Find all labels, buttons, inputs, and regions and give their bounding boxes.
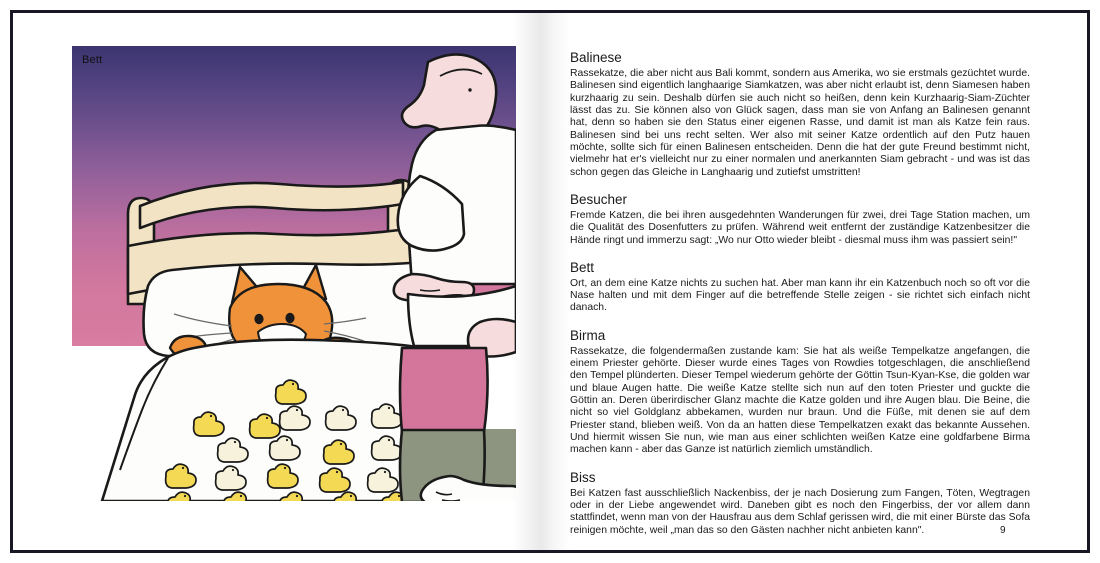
entry-body: Ort, an dem eine Katze nichts zu suchen hat. Aber man kann ihr ein Katzenbuch noch so oft vor die Nase halten und mit dem Finger auf die betreffende Stelle zeigen - sie richtet sich einfach nicht danach. (570, 277, 1030, 314)
glossary-entry-balinese (570, 50, 1030, 179)
entry-heading: Bett (570, 259, 595, 275)
entry-body: Fremde Katzen, die bei ihren ausgedehnten Wanderungen für zwei, drei Tage Station machen, um die Qualität des Dosenfutters zu prüfen. Während weit entfernt der zuständige Katzenbesitzer die Hände ringt und immerzu sagt: „Wo nur Otto wieder bleibt - diesmal muss ihm was passiert sein!" (570, 209, 1030, 246)
illustration-panel (72, 46, 516, 501)
entry-body: Rassekatze, die folgendermaßen zustande kam: Sie hat als weiße Tempelkatze angefangen, die einem Priester gehörte. Dieser wurde eines Tages von Rowdies totgeschlagen, die anschließend den Tempel plünderten. Dieser Tempel wiederum gehörte der Göttin Tsun-Kyan-Kse, die golden war und blaue Augen hatte. Die weiße Katze stellte sich nun auf den toten Priester und guckte die Göttin an. Deren überirdischer Glanz machte die Katze golden und ihre Augen blau. Die Beine, die nicht so viel Goldglanz abbekamen, wurden nur braun. Und die Füße, mit denen sie auf dem Priester stand, blieben weiß. Von da an hatten diese Tempelkatzen exakt das bekannte Aussehen. Und hiermit wissen Sie nun, wie man aus einer schlichten weißen Katze eine goldfarbene Birma machen kann - aber das Ganze ist natürlich ziemlich umständlich. (570, 345, 1030, 456)
entry-body: Rassekatze, die aber nicht aus Bali kommt, sondern aus Amerika, wo sie erstmals gezüchtet wurde. Balinesen sind eigentlich langhaarige Siamkatzen, was aber nicht erlaubt ist, denn Siamesen haben kurzhaarig zu sein. Deshalb dürfen sie auch nicht so heißen, denn kein Kurzhaarig-Siam-Züchter lässt das zu. Sie können also von Glück sagen, dass man sie von Anfang an Balinesen genannt hat, denn so haben sie den Status einer eigenen Rasse, und damit ist man als Katze fein raus. Balinesen sind bei uns recht selten. Wer also mit seiner Katze ordentlich auf den Putz hauen möchte, sollte sich für einen Balinesen entscheiden. Denn die hat der gute Freund bestimmt nicht, vielmehr hat er's vielleicht nur zu einer normalen und anerkannten Siam gebracht - und was ist das schon gegen das Gleiche in Langhaarig und zutiefst umstritten! (570, 67, 1030, 178)
entry-heading: Birma (570, 327, 606, 343)
entry-heading: Besucher (570, 191, 628, 207)
page-number: 9 (1000, 525, 1006, 536)
glossary-entry-biss (570, 470, 1030, 537)
entry-heading: Balinese (570, 50, 622, 65)
cat-in-bed-drawing (72, 46, 516, 501)
glossary-text-column (570, 50, 1030, 550)
glossary-entry-bett (570, 260, 1030, 315)
standing-person-pointing (394, 54, 516, 501)
entry-heading: Biss (570, 469, 596, 485)
entry-body: Bei Katzen fast ausschließlich Nackenbiss, der je nach Dosierung zum Fangen, Töten, Wegtragen oder in der Liebe angewendet wird. Daneben gibt es noch den Fingerbiss, der vor allem dann stattfindet, wenn man von der Hausfrau aus dem Schlaf gerissen wird, die mit einer Bürste das Sofa reinigen möchte, weil „man das so den Gästen nachher nicht anbieten kann". (570, 487, 1030, 536)
illustration-caption: Bett (82, 54, 103, 66)
glossary-entry-birma (570, 328, 1030, 457)
glossary-entry-besucher (570, 192, 1030, 247)
